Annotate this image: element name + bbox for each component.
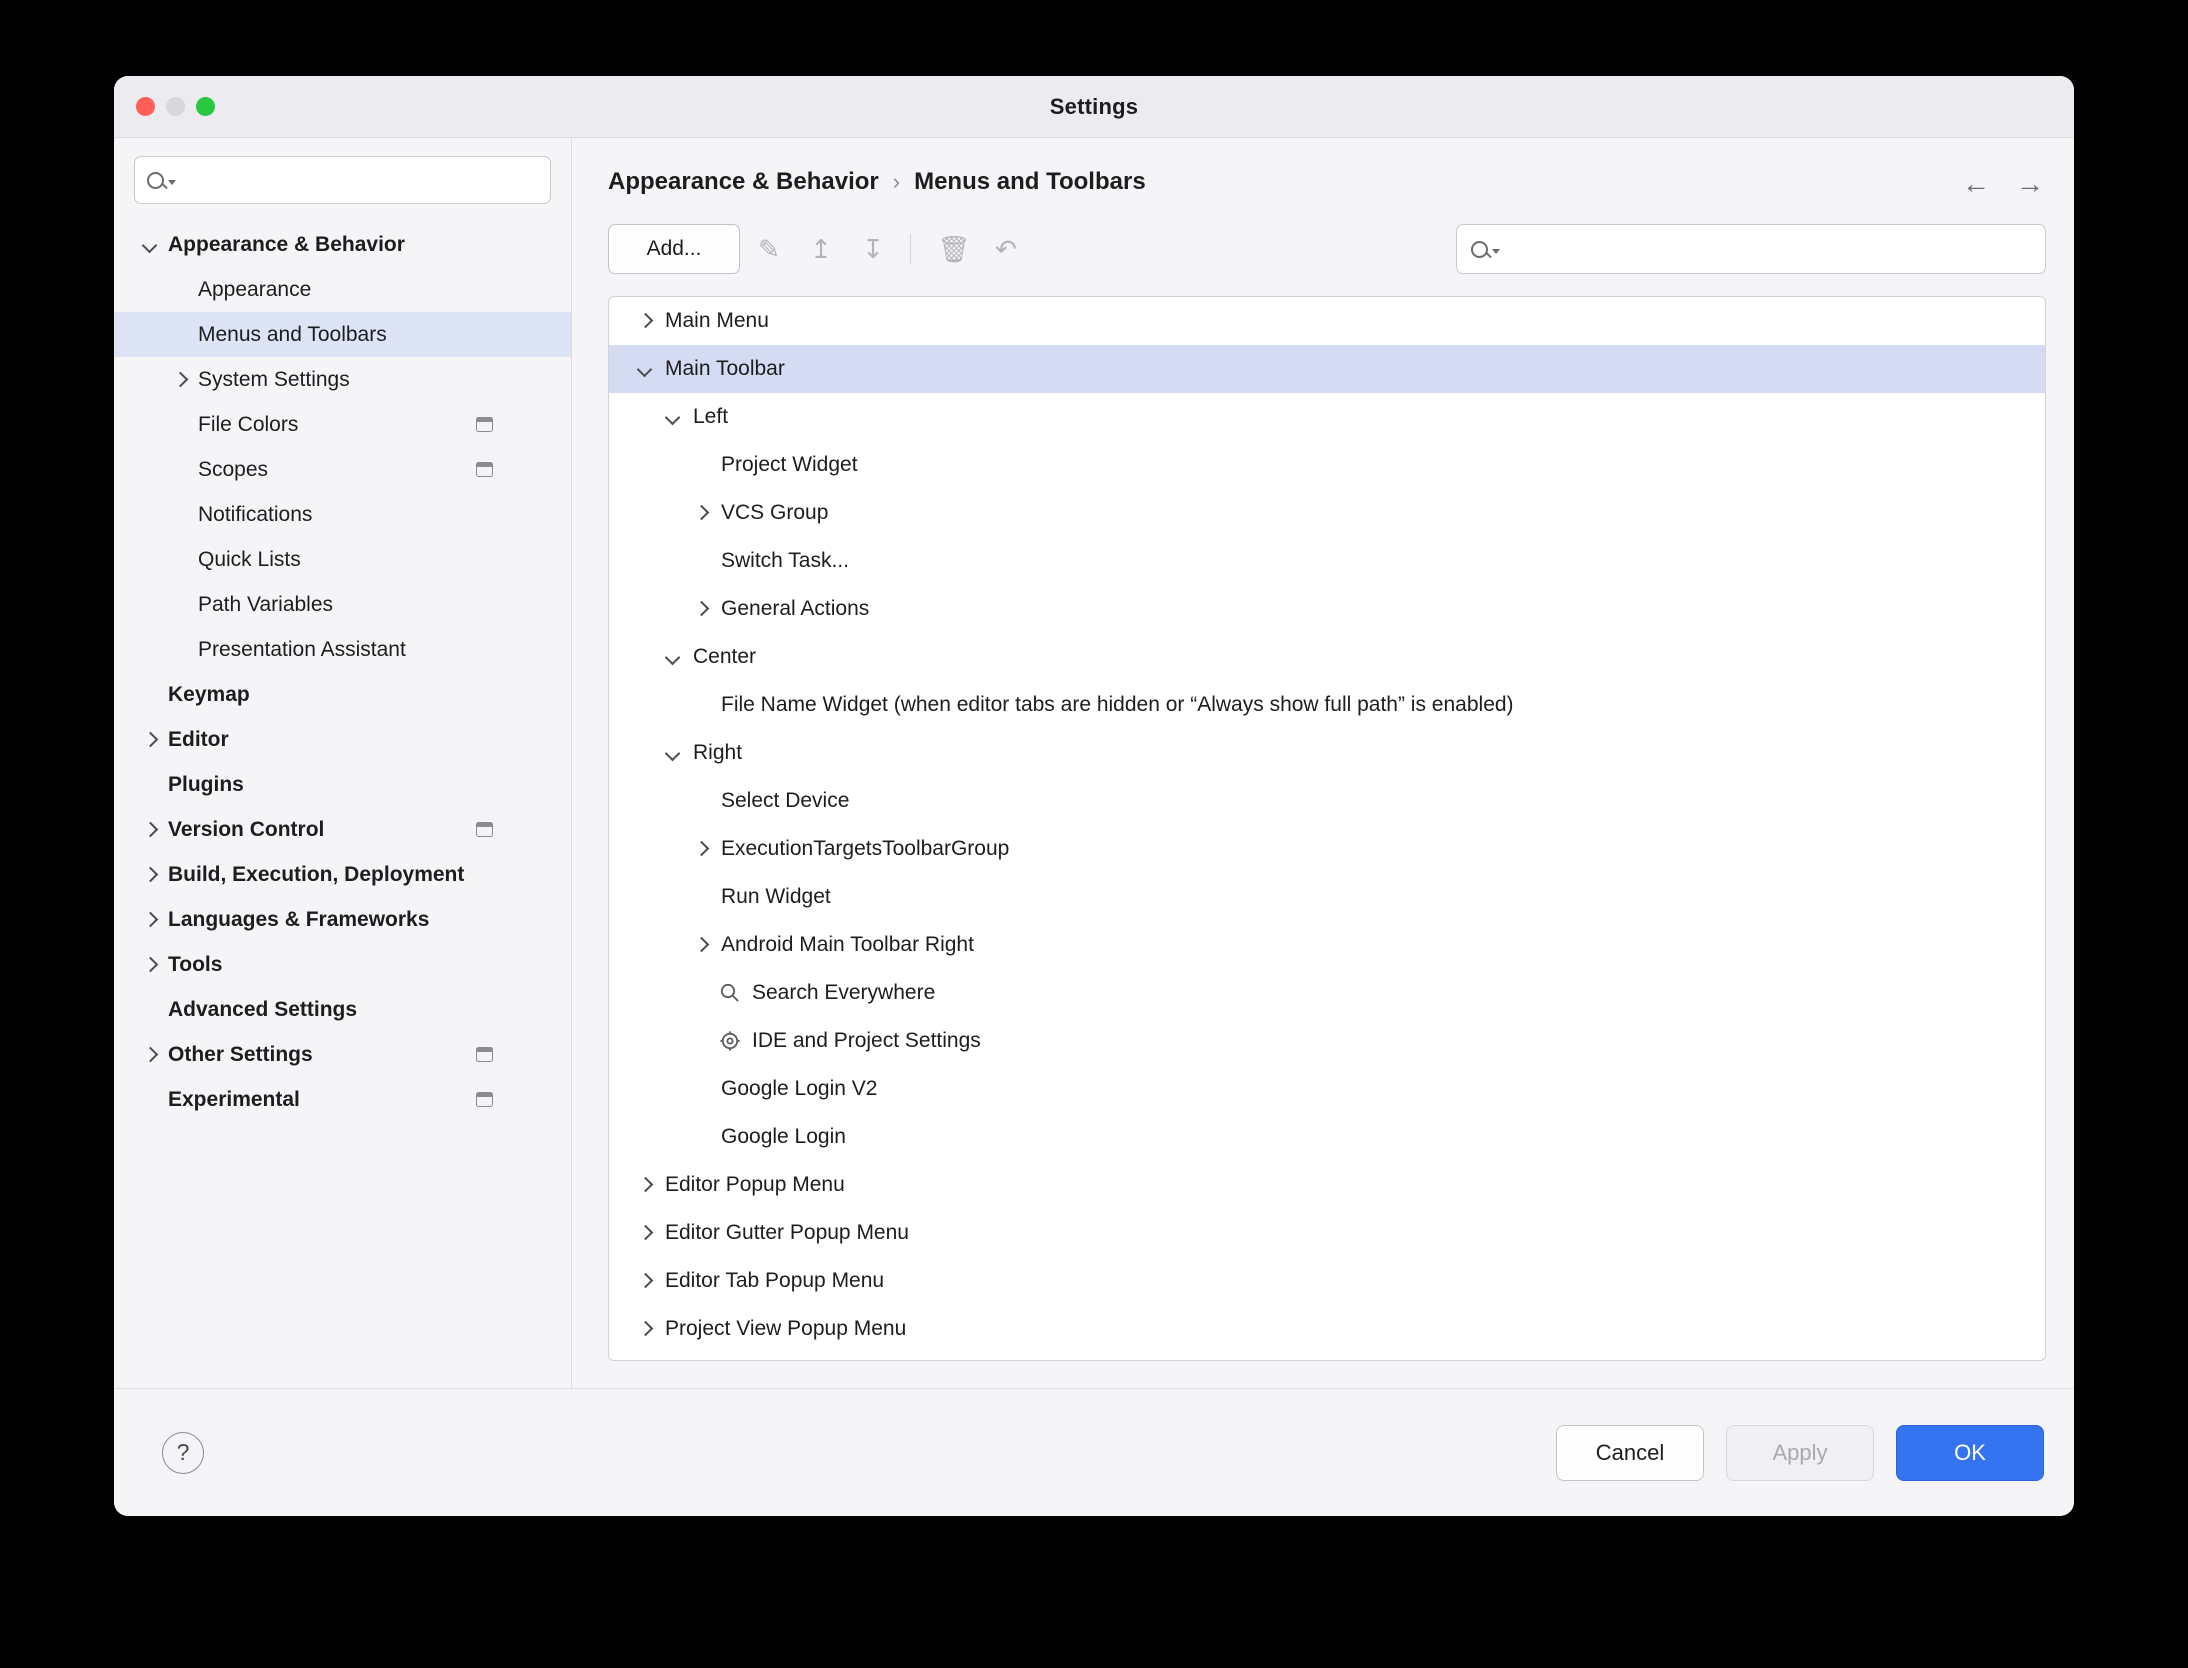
sidebar-item-label: Languages & Frameworks [168,907,430,931]
settings-window [114,76,2074,1516]
filter-search-input[interactable] [1456,224,2046,274]
settings-main-pane [572,138,2074,1388]
minimize-window-button[interactable] [166,97,185,116]
tree-row[interactable] [609,1161,2045,1209]
tree-spacer [687,787,715,815]
sidebar-tree [114,222,571,1122]
chevron-down-icon[interactable] [136,231,164,259]
tree-row-label: Google Login [721,1125,846,1148]
tree-spacer [166,591,194,619]
arrow-right-icon[interactable]: → [2016,168,2044,199]
tree-row-label: Right [693,741,743,764]
sidebar-item-label: Experimental [168,1087,300,1111]
chevron-right-icon[interactable] [687,931,715,959]
chevron-down-icon [168,180,176,185]
tree-row[interactable] [609,633,2045,681]
chevron-down-icon[interactable] [659,403,687,431]
sidebar-item-label: Quick Lists [198,547,301,571]
arrow-left-icon[interactable]: ← [1962,168,1990,199]
window-titlebar [114,76,2074,138]
sidebar-item-label: Presentation Assistant [198,637,406,661]
chevron-down-icon[interactable] [659,643,687,671]
tree-row-label: Select Device [721,789,850,812]
sidebar-item-appearance-behavior[interactable] [114,222,571,267]
sidebar-item-label: Appearance [198,277,312,301]
dialog-footer [114,1388,2074,1516]
delete-trash-icon[interactable]: 🗑 [937,233,971,264]
project-scope-icon [476,462,493,477]
tree-spacer [166,321,194,349]
close-window-button[interactable] [136,97,155,116]
chevron-right-icon[interactable] [136,726,164,754]
chevron-right-icon[interactable] [166,366,194,394]
tree-spacer [166,501,194,529]
sidebar-item-label: Other Settings [168,1042,313,1066]
move-down-icon[interactable]: ↧ [862,233,884,264]
breadcrumb-root[interactable]: Appearance & Behavior [608,168,879,195]
sidebar-item-label: Scopes [198,457,269,481]
chevron-right-icon[interactable] [136,906,164,934]
tree-spacer [166,411,194,439]
tree-row[interactable] [609,1065,2045,1113]
navigation-arrows[interactable] [1962,168,2044,200]
tree-spacer [166,276,194,304]
sidebar-item-label: Tools [168,952,223,976]
chevron-right-icon[interactable] [631,1315,659,1343]
help-button[interactable]: ? [162,1432,204,1474]
tree-row[interactable] [609,297,2045,345]
chevron-right-icon[interactable] [136,951,164,979]
sidebar-item-label: Menus and Toolbars [198,322,387,346]
tree-spacer [136,1086,164,1114]
dialog-body [114,138,2074,1388]
tree-row[interactable] [609,921,2045,969]
gear-icon [717,1028,743,1054]
tree-spacer [687,1123,715,1151]
sidebar-item-label: Version Control [168,817,325,841]
sidebar-item-file-colors[interactable] [114,402,571,447]
tree-row[interactable] [609,585,2045,633]
sidebar-item-tools[interactable] [114,942,571,987]
tree-row-label: ExecutionTargetsToolbarGroup [721,837,1010,860]
sidebar-item-menus-and-toolbars[interactable] [114,312,571,357]
tree-row[interactable] [609,1305,2045,1353]
tree-row-label: Left [693,405,729,428]
tree-row-label: VCS Group [721,501,829,524]
breadcrumb [608,158,2046,206]
chevron-down-icon[interactable] [631,355,659,383]
tree-spacer [687,1027,715,1055]
edit-pencil-icon[interactable]: ✎ [758,233,780,264]
tree-spacer [136,771,164,799]
tree-row-label: Main Toolbar [665,357,785,380]
chevron-right-icon[interactable] [136,816,164,844]
chevron-right-icon[interactable] [631,1219,659,1247]
tree-row-label: IDE and Project Settings [752,1029,981,1052]
sidebar-item-build-execution-deployment[interactable] [114,852,571,897]
tree-row[interactable] [609,537,2045,585]
sidebar-item-keymap[interactable] [114,672,571,717]
project-scope-icon [476,822,493,837]
tree-spacer [136,996,164,1024]
tree-row[interactable] [609,873,2045,921]
tree-row-label: Editor Popup Menu [665,1173,845,1196]
sidebar-item-scopes[interactable] [114,447,571,492]
tree-spacer [687,451,715,479]
chevron-right-icon[interactable] [136,861,164,889]
tree-row-label: Search Everywhere [752,981,936,1004]
maximize-window-button[interactable] [196,97,215,116]
tree-row-label: Editor Tab Popup Menu [665,1269,885,1292]
sidebar-item-label: Notifications [198,502,313,526]
tree-row-label: Switch Task... [721,549,849,572]
tree-row[interactable] [609,1257,2045,1305]
tree-row-label: Project View Popup Menu [665,1317,907,1340]
window-controls[interactable] [136,97,215,116]
sidebar-search-input[interactable] [134,156,551,204]
sidebar-item-label: Keymap [168,682,250,706]
chevron-right-icon[interactable] [136,1041,164,1069]
chevron-right-icon[interactable] [687,835,715,863]
sidebar-item-experimental[interactable] [114,1077,571,1122]
tree-spacer [166,546,194,574]
tree-spacer [687,979,715,1007]
sidebar-item-version-control[interactable] [114,807,571,852]
tree-row-label: Editor Gutter Popup Menu [665,1221,909,1244]
tree-spacer [687,691,715,719]
tree-row-label: Center [693,645,757,668]
sidebar-item-notifications[interactable] [114,492,571,537]
project-scope-icon [476,1047,493,1062]
ok-button[interactable]: OK [1896,1425,2044,1481]
tree-row-label: Run Widget [721,885,831,908]
tree-spacer [166,636,194,664]
tree-row[interactable] [609,345,2045,393]
window-title: Settings [1049,94,1139,119]
sidebar-item-other-settings[interactable] [114,1032,571,1077]
sidebar-item-label: Plugins [168,772,244,796]
chevron-right-icon[interactable] [687,499,715,527]
tree-row[interactable] [609,681,2045,729]
tree-row-label: File Name Widget (when editor tabs are hidden or “Always show full path” is enabled) [721,693,1514,716]
add-button[interactable]: Add... [608,224,740,274]
sidebar-item-editor[interactable] [114,717,571,762]
tree-row[interactable] [609,1113,2045,1161]
sidebar-item-label: Build, Execution, Deployment [168,862,465,886]
sidebar-item-plugins[interactable] [114,762,571,807]
chevron-right-icon[interactable] [687,595,715,623]
toolbar-divider [910,234,911,264]
sidebar-item-label: Appearance & Behavior [168,232,405,256]
tree-spacer [166,456,194,484]
chevron-down-icon[interactable] [659,739,687,767]
sidebar-item-system-settings[interactable] [114,357,571,402]
tree-row[interactable] [609,777,2045,825]
sidebar-item-label: File Colors [198,412,299,436]
menus-toolbar-actions [608,224,2046,274]
tree-spacer [687,883,715,911]
apply-button[interactable]: Apply [1726,1425,1874,1481]
chevron-right-icon[interactable] [631,1267,659,1295]
dialog-buttons [1534,1425,2044,1481]
tree-row[interactable] [609,1209,2045,1257]
tree-row[interactable] [609,393,2045,441]
search-icon [1471,241,1488,258]
tree-row[interactable] [609,1017,2045,1065]
sidebar-item-appearance[interactable] [114,267,571,312]
breadcrumb-current: Menus and Toolbars [914,168,1146,195]
tree-spacer [687,1075,715,1103]
restore-undo-icon[interactable]: ↶ [995,233,1017,264]
sidebar-item-advanced-settings[interactable] [114,987,571,1032]
menus-toolbars-tree[interactable] [608,296,2046,1361]
move-up-icon[interactable]: ↥ [810,233,832,264]
sidebar-item-languages-frameworks[interactable] [114,897,571,942]
tree-row[interactable] [609,441,2045,489]
sidebar-item-label: Editor [168,727,229,751]
chevron-down-icon [1492,249,1500,254]
sidebar-item-quick-lists[interactable] [114,537,571,582]
tree-row[interactable] [609,729,2045,777]
settings-sidebar [114,138,572,1388]
search-icon [147,172,164,189]
cancel-button[interactable]: Cancel [1556,1425,1704,1481]
tree-row-label: General Actions [721,597,870,620]
project-scope-icon [476,1092,493,1107]
tree-row-label: Project Widget [721,453,858,476]
search-icon [717,980,743,1006]
sidebar-item-label: Path Variables [198,592,334,616]
sidebar-item-presentation-assistant[interactable] [114,627,571,672]
sidebar-item-label: System Settings [198,367,350,391]
breadcrumb-separator: › [892,169,901,194]
chevron-right-icon[interactable] [631,307,659,335]
chevron-right-icon[interactable] [631,1171,659,1199]
tree-row-label: Google Login V2 [721,1077,878,1100]
sidebar-item-label: Advanced Settings [168,997,358,1021]
tree-spacer [687,547,715,575]
tree-row[interactable] [609,969,2045,1017]
tree-spacer [136,681,164,709]
tree-row[interactable] [609,825,2045,873]
sidebar-item-path-variables[interactable] [114,582,571,627]
tree-row-label: Android Main Toolbar Right [721,933,974,956]
tree-row[interactable] [609,489,2045,537]
project-scope-icon [476,417,493,432]
tree-row-label: Main Menu [665,309,769,332]
